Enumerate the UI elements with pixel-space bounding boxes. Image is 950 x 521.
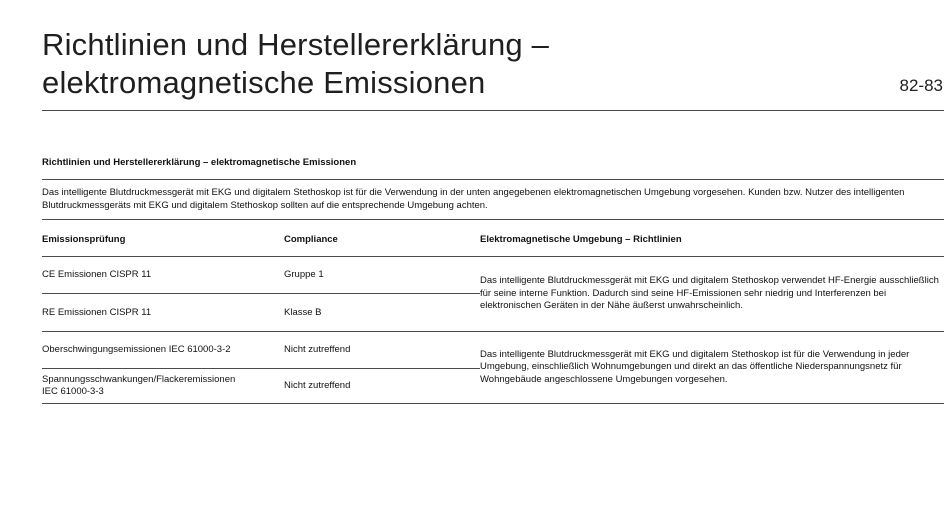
column-header-environment: Elektromagnetische Umgebung – Richtlinien — [480, 223, 944, 257]
guidance-mains-cell: Das intelligente Blutdruckmessgerät mit EKG und digitalem Stethoskop ist für die Verwendung in jeder Umgebung, einschließlich Wohnumgebungen und direkt an das öffentliche Niederspannungsnetz für Wohngebäude angeschlossene Umgebungen vorgesehen. — [480, 332, 944, 404]
test-cell-line-2: IEC 61000-3-3 — [42, 386, 104, 397]
page-title-line-2: elektromagnetische Emissionen — [42, 65, 486, 100]
compliance-cell: Nicht zutreffend — [284, 332, 480, 369]
compliance-cell: Nicht zutreffend — [284, 369, 480, 404]
intro-paragraph: Das intelligente Blutdruckmessgerät mit EKG und digitalem Stethoskop ist für die Verwendung in der unten angegebenen elektromagnetischen Umgebung vorgesehen. Kunden bzw. Nutzer des intelligenten Blutdruckmessgeräts mit EKG und digitalem Stethoskop sollten auf die entsprechende Umgebung achten. — [42, 187, 905, 211]
guidance-rf-cell: Das intelligente Blutdruckmessgerät mit EKG und digitalem Stethoskop verwendet HF-Energie ausschließlich für seine interne Funktion. Dadurch sind seine HF-Emissionen sehr niedrig und Interferenzen bei elektronischen Geräten in der Nähe äußerst unwahrscheinlich. — [480, 257, 944, 332]
column-header-test: Emissionsprüfung — [42, 223, 284, 257]
column-header-compliance: Compliance — [284, 223, 480, 257]
table-row — [42, 257, 944, 294]
test-cell-line-1: Spannungsschwankungen/Flackeremissionen — [42, 374, 236, 385]
test-cell: CE Emissionen CISPR 11 — [42, 257, 284, 294]
test-cell — [42, 369, 284, 404]
page-number: 82-83 — [899, 76, 943, 95]
table-header-row — [42, 223, 944, 257]
intro-divider — [42, 219, 944, 220]
section-title: Richtlinien und Herstellererklärung – elektromagnetische Emissionen — [42, 157, 357, 168]
compliance-cell: Gruppe 1 — [284, 257, 480, 294]
test-cell: Oberschwingungsemissionen IEC 61000-3-2 — [42, 332, 284, 369]
page-title — [42, 26, 802, 102]
compliance-cell: Klasse B — [284, 294, 480, 332]
emissions-table — [42, 223, 944, 404]
page-title-line-1: Richtlinien und Herstellererklärung – — [42, 27, 550, 62]
header-divider — [42, 110, 944, 111]
table-row — [42, 332, 944, 369]
test-cell: RE Emissionen CISPR 11 — [42, 294, 284, 332]
section-divider — [42, 179, 944, 180]
